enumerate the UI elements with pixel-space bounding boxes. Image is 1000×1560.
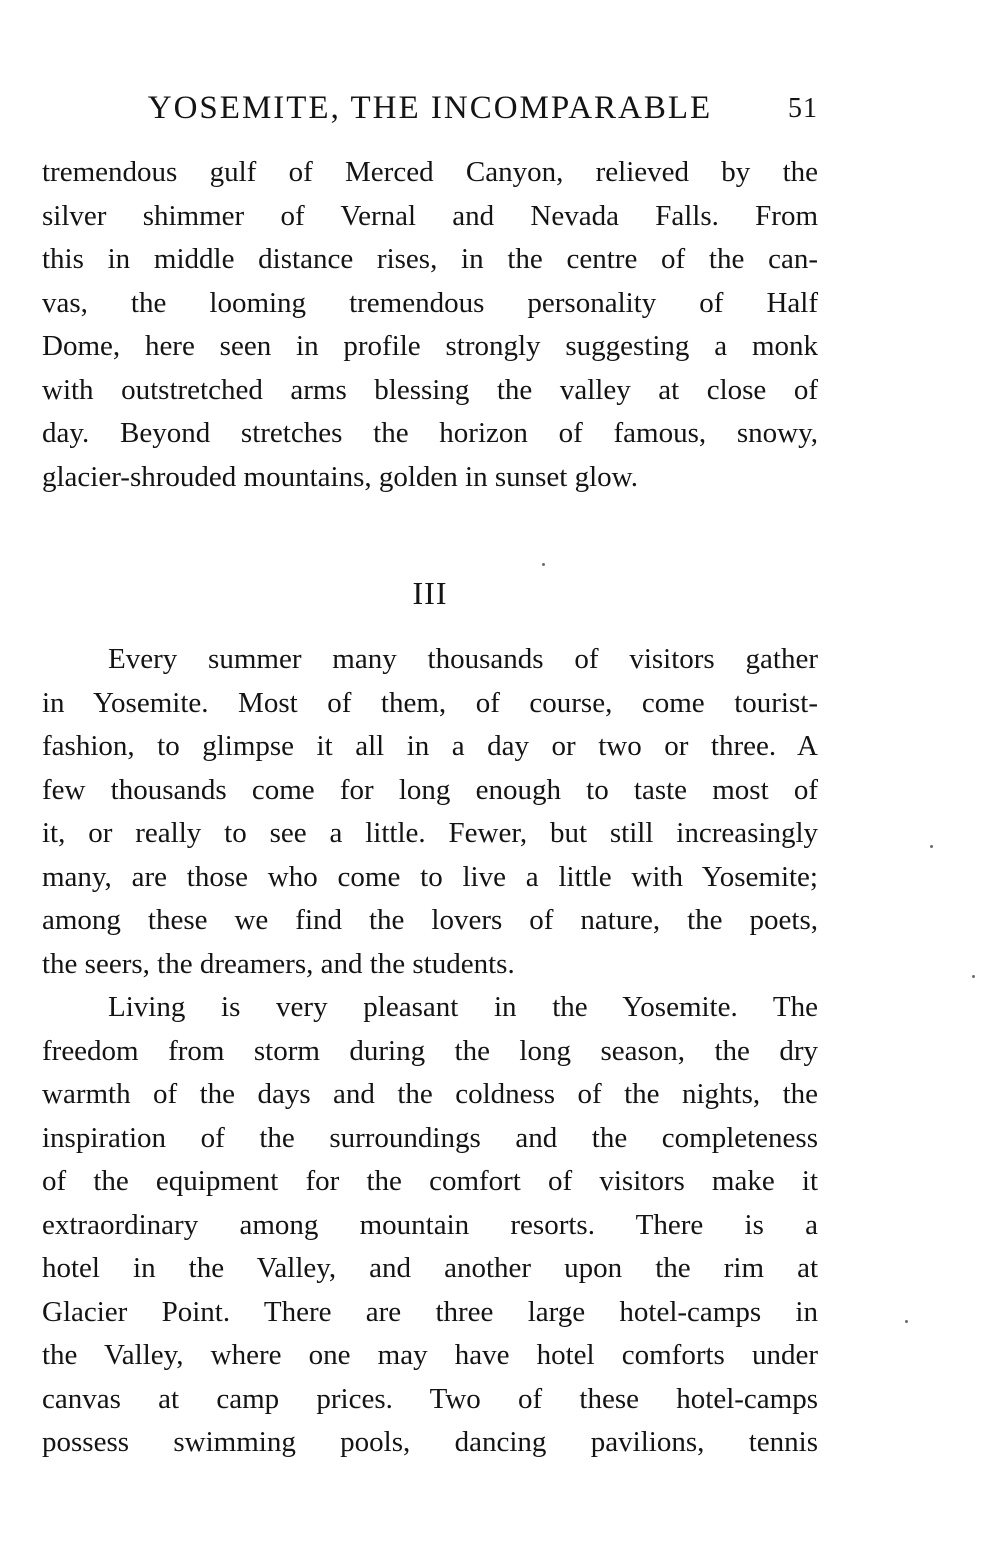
section-heading: III bbox=[412, 575, 448, 611]
text-measure bbox=[42, 86, 818, 1465]
text-line: Glacier Point. There are three large hotel-camps in bbox=[42, 1295, 818, 1328]
scan-speck bbox=[542, 563, 545, 566]
text-line: with outstretched arms blessing the valley at close of bbox=[42, 373, 818, 406]
scan-speck bbox=[905, 1320, 908, 1323]
text-line: among these we find the lovers of nature, the poets, bbox=[42, 904, 818, 936]
page-number: 51 bbox=[788, 93, 818, 124]
paragraph bbox=[42, 986, 818, 1465]
text-line: it, or really to see a little. Fewer, but still increasingly bbox=[42, 817, 818, 849]
scan-speck bbox=[930, 845, 933, 848]
text-line: few thousands come for long enough to taste most of bbox=[42, 773, 818, 806]
text-line: the seers, the dreamers, and the students. bbox=[42, 947, 515, 980]
text-block bbox=[42, 151, 818, 1465]
page-header bbox=[42, 86, 818, 130]
text-line: possess swimming pools, dancing pavilions, tennis bbox=[42, 1426, 818, 1458]
text-line: silver shimmer of Vernal and Nevada Falls. From bbox=[42, 199, 818, 232]
text-line: Dome, here seen in profile strongly suggesting a monk bbox=[42, 330, 818, 362]
text-line: hotel in the Valley, and another upon the rim at bbox=[42, 1252, 818, 1284]
paragraph bbox=[42, 151, 818, 499]
text-line: canvas at camp prices. Two of these hotel-camps bbox=[42, 1382, 818, 1415]
text-line: extraordinary among mountain resorts. There is a bbox=[42, 1208, 818, 1241]
text-line: this in middle distance rises, in the centre of the can- bbox=[42, 243, 818, 275]
text-line: Every summer many thousands of visitors gather bbox=[108, 643, 818, 675]
text-line: Living is very pleasant in the Yosemite. The bbox=[108, 991, 818, 1023]
text-line: the Valley, where one may have hotel comforts under bbox=[42, 1339, 818, 1371]
text-line: fashion, to glimpse it all in a day or two or three. A bbox=[42, 730, 818, 762]
text-line: in Yosemite. Most of them, of course, come tourist- bbox=[42, 686, 818, 719]
scan-speck bbox=[972, 975, 975, 978]
text-line: tremendous gulf of Merced Canyon, relieved by the bbox=[42, 156, 818, 188]
text-line: inspiration of the surroundings and the completeness bbox=[42, 1121, 818, 1154]
text-line: vas, the looming tremendous personality of Half bbox=[42, 286, 818, 319]
text-line: day. Beyond stretches the horizon of famous, snowy, bbox=[42, 417, 818, 449]
text-line: warmth of the days and the coldness of the nights, the bbox=[42, 1078, 818, 1110]
running-head-title: YOSEMITE, THE INCOMPARABLE bbox=[147, 90, 713, 126]
text-line: many, are those who come to live a little with Yosemite; bbox=[42, 860, 818, 893]
text-line: glacier-shrouded mountains, golden in sunset glow. bbox=[42, 460, 638, 493]
text-line: freedom from storm during the long season, the dry bbox=[42, 1034, 818, 1067]
text-line: of the equipment for the comfort of visitors make it bbox=[42, 1165, 818, 1197]
paragraph bbox=[42, 638, 818, 986]
